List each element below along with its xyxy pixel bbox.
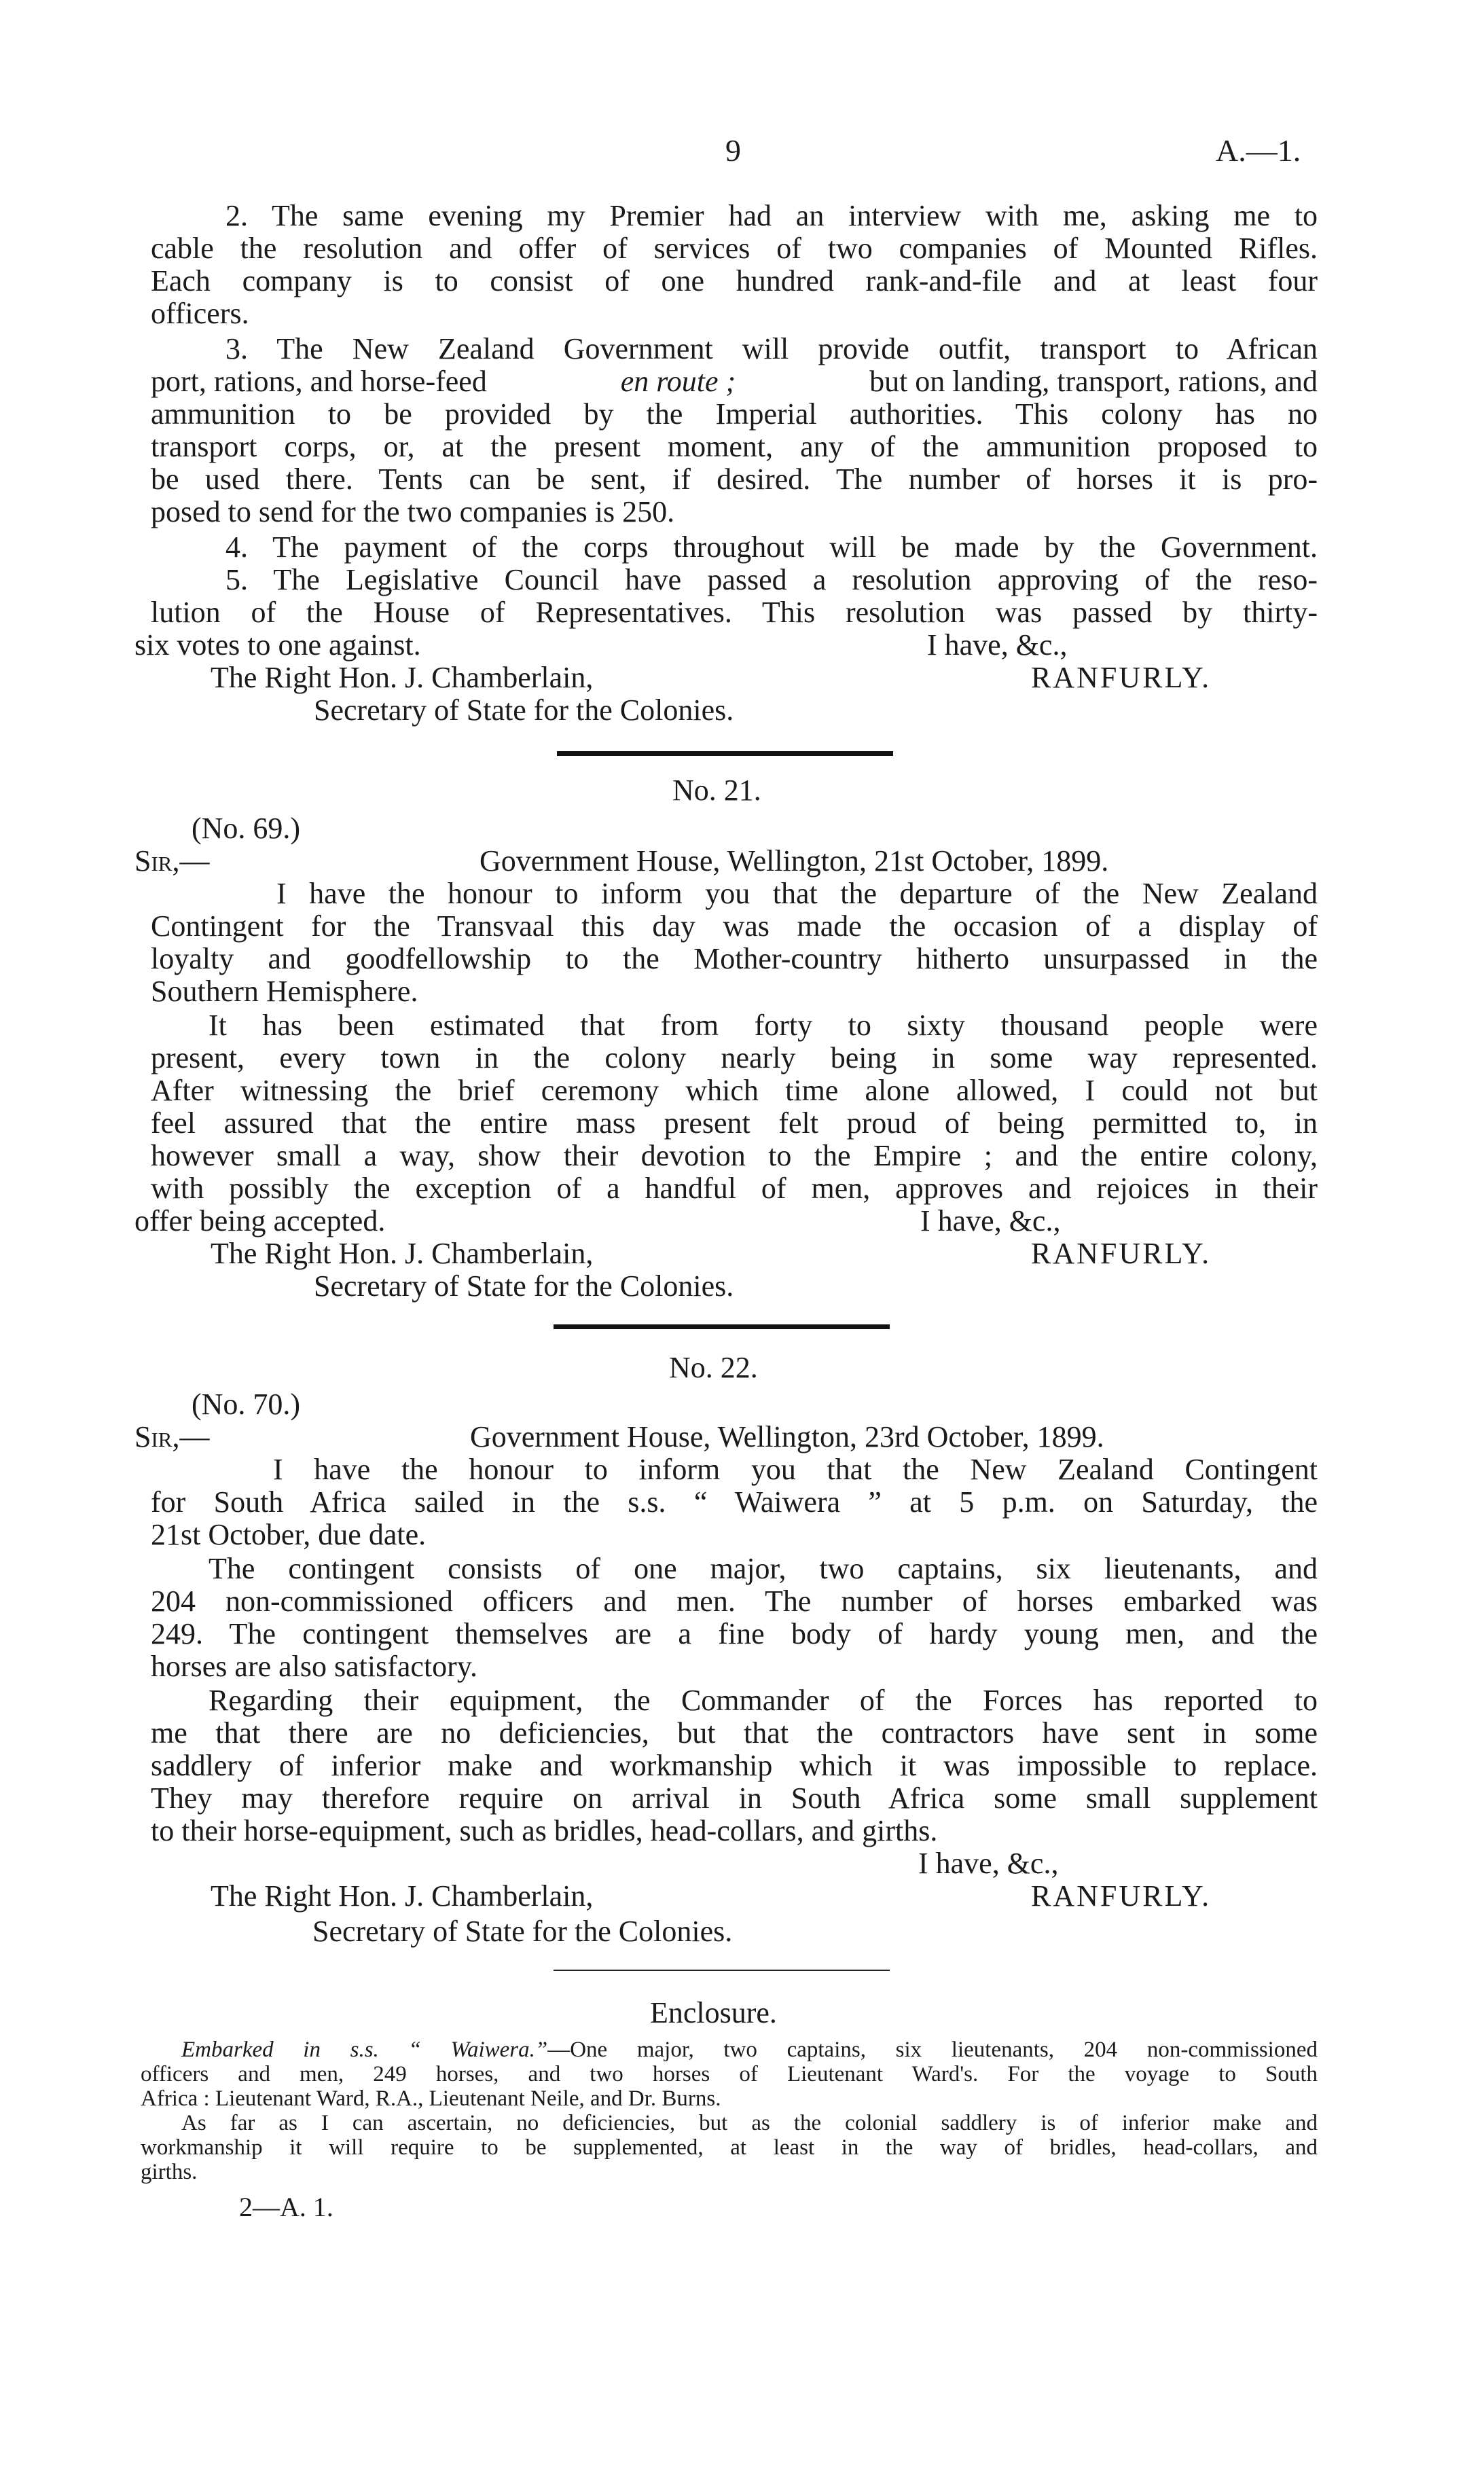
paragraph-line: six votes to one against. — [134, 628, 421, 662]
document-reference: A.—1. — [1216, 133, 1301, 168]
paragraph-line: I have the honour to inform you that the New Zealand Contingent — [273, 1453, 1318, 1486]
addressee: The Right Hon. J. Chamberlain, — [211, 661, 594, 694]
paragraph-line-mixed: port, rations, and horse-feed en route ; but on landing, transport, rations, and — [151, 365, 1318, 398]
dateline: Government House, Wellington, 23rd October, 1899. — [470, 1420, 1104, 1453]
enclosure-line: Africa : Lieutenant Ward, R.A., Lieutenant Neile, and Dr. Burns. — [141, 2086, 721, 2111]
paragraph-line: be used there. Tents can be sent, if desired. The number of horses it is pro- — [151, 463, 1318, 496]
enclosure-line: officers and men, 249 horses, and two horses of Lieutenant Ward's. For the voyage to South — [141, 2062, 1318, 2086]
section-divider — [557, 751, 893, 756]
addressee-title: Secretary of State for the Colonies. — [314, 693, 734, 727]
enclosure-line: girths. — [141, 2160, 198, 2184]
paragraph-line: officers. — [151, 297, 249, 330]
paragraph-line: Each company is to consist of one hundred rank-and-file and at least four — [151, 264, 1318, 297]
paragraph-line: me that there are no deficiencies, but that the contractors have sent in some — [151, 1716, 1318, 1750]
paragraph-line: The contingent consists of one major, two captains, six lieutenants, and — [209, 1552, 1318, 1585]
paragraph-line: Contingent for the Transvaal this day was made the occasion of a display of — [151, 909, 1318, 943]
signature: RANFURLY. — [1031, 661, 1212, 694]
paragraph-line: offer being accepted. — [134, 1204, 386, 1237]
closing: I have, &c., — [927, 628, 1068, 662]
paragraph-line: It has been estimated that from forty to sixty thousand people were — [209, 1009, 1318, 1042]
letter-number: No. 22. — [669, 1351, 758, 1384]
addressee: The Right Hon. J. Chamberlain, — [211, 1237, 594, 1270]
paragraph-line: 4. The payment of the corps throughout will be made by the Government. — [225, 530, 1318, 564]
enclosure-line: Embarked in s.s. “ Waiwera.”—One major, two captains, six lieutenants, 204 non-commissioned — [181, 2038, 1318, 2062]
paragraph-line: transport corps, or, at the present moment, any of the ammunition proposed to — [151, 430, 1318, 463]
paragraph-line: with possibly the exception of a handful of men, approves and rejoices in their — [151, 1172, 1318, 1205]
addressee: The Right Hon. J. Chamberlain, — [211, 1879, 594, 1913]
paragraph-line: I have the honour to inform you that the departure of the New Zealand — [276, 877, 1318, 910]
page-number: 9 — [725, 133, 741, 168]
signature: RANFURLY. — [1031, 1879, 1212, 1913]
closing: I have, &c., — [918, 1847, 1059, 1880]
enclosure-heading: Enclosure. — [650, 1996, 777, 2029]
paragraph-line: cable the resolution and offer of services of two companies of Mounted Rifles. — [151, 232, 1318, 265]
paragraph-line: horses are also satisfactory. — [151, 1650, 477, 1683]
paragraph-line: 21st October, due date. — [151, 1518, 427, 1551]
paragraph-line: present, every town in the colony nearly being in some way represented. — [151, 1041, 1318, 1074]
paragraph-line: They may therefore require on arrival in South Africa some small supplement — [151, 1781, 1318, 1815]
paragraph-line: Regarding their equipment, the Commander of the Forces has reported to — [209, 1684, 1318, 1717]
paragraph-line: feel assured that the entire mass present felt proud of being permitted to, in — [151, 1106, 1318, 1140]
paragraph-line: Southern Hemisphere. — [151, 975, 418, 1008]
paragraph-line: After witnessing the brief ceremony which time alone allowed, I could not but — [151, 1074, 1318, 1107]
enclosure-line: workmanship it will require to be supplemented, at least in the way of bridles, head-collars, and — [141, 2135, 1318, 2160]
paragraph-line: 249. The contingent themselves are a fine body of hardy young men, and the — [151, 1617, 1318, 1650]
enclosure-line: As far as I can ascertain, no deficiencies, but as the colonial saddlery is of inferior make and — [181, 2111, 1318, 2135]
closing: I have, &c., — [920, 1204, 1061, 1237]
paragraph-line: loyalty and goodfellowship to the Mother-country hitherto unsurpassed in the — [151, 942, 1318, 975]
salutation: Sir,— — [134, 1420, 210, 1453]
paragraph-line: saddlery of inferior make and workmanship which it was impossible to replace. — [151, 1749, 1318, 1782]
despatch-reference: (No. 69.) — [192, 812, 301, 845]
letter-number: No. 21. — [672, 774, 761, 807]
signature-mark: 2—A. 1. — [239, 2192, 333, 2222]
paragraph-line: for South Africa sailed in the s.s. “ Waiwera ” at 5 p.m. on Saturday, the — [151, 1485, 1318, 1519]
paragraph-line: lution of the House of Representatives. This resolution was passed by thirty- — [151, 596, 1318, 629]
paragraph-line: 3. The New Zealand Government will provide outfit, transport to African — [225, 332, 1318, 365]
paragraph-line: 204 non-commissioned officers and men. The number of horses embarked was — [151, 1585, 1318, 1618]
signature: RANFURLY. — [1031, 1237, 1212, 1270]
enclosure-divider — [554, 1970, 890, 1971]
paragraph-line: to their horse-equipment, such as bridles, head-collars, and girths. — [151, 1814, 938, 1847]
dateline: Government House, Wellington, 21st October, 1899. — [479, 844, 1109, 877]
salutation: Sir,— — [134, 844, 210, 877]
despatch-reference: (No. 70.) — [192, 1388, 301, 1421]
paragraph-line: 5. The Legislative Council have passed a resolution approving of the reso- — [225, 563, 1318, 596]
paragraph-line: 2. The same evening my Premier had an interview with me, asking me to — [225, 199, 1318, 232]
addressee-title: Secretary of State for the Colonies. — [314, 1269, 734, 1303]
paragraph-line: ammunition to be provided by the Imperial authorities. This colony has no — [151, 397, 1318, 431]
paragraph-line: however small a way, show their devotion to the Empire ; and the entire colony, — [151, 1139, 1318, 1172]
section-divider — [554, 1324, 890, 1329]
paragraph-line: posed to send for the two companies is 250. — [151, 495, 675, 528]
addressee-title: Secretary of State for the Colonies. — [312, 1915, 733, 1948]
